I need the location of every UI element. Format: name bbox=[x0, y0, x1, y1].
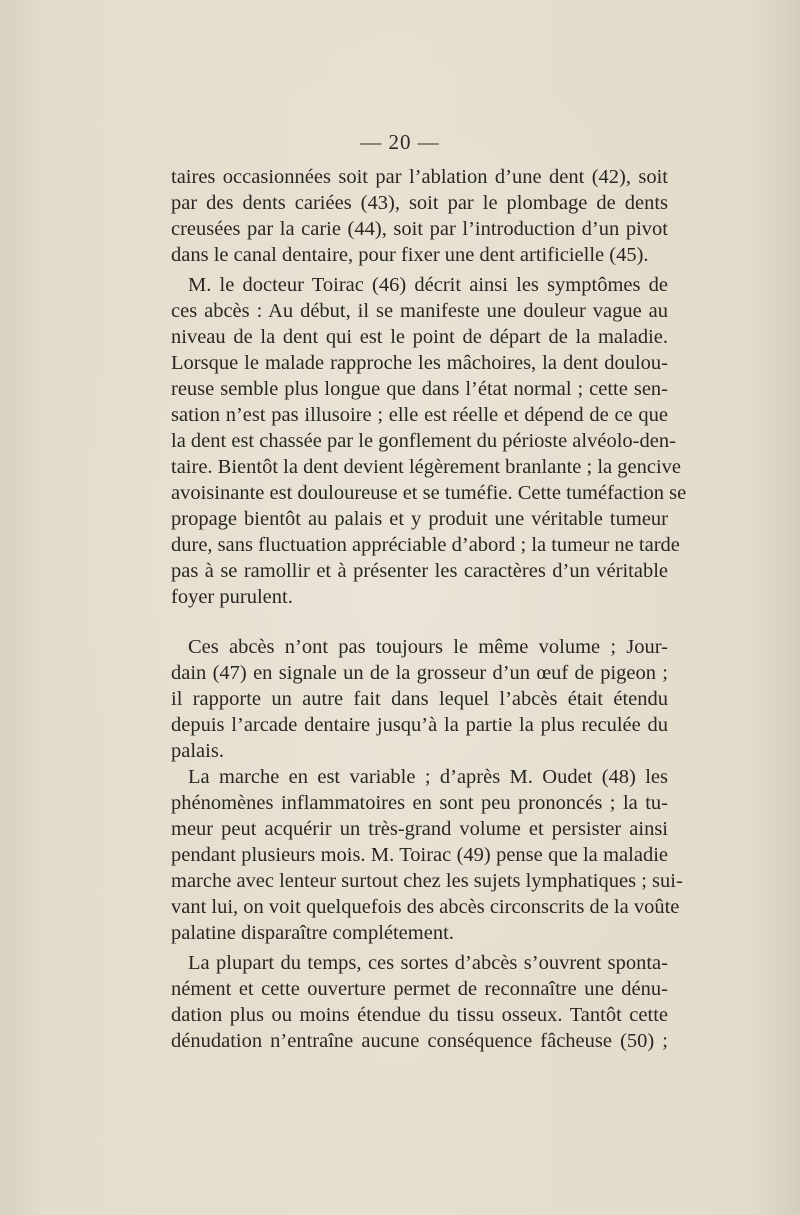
text-line: phénomènes inflammatoires en sont peu prononcés ; la tu- bbox=[171, 792, 668, 814]
text-line: par des dents cariées (43), soit par le plombage de dents bbox=[171, 192, 668, 214]
paragraph-4 bbox=[171, 764, 683, 946]
text-line: ces abcès : Au début, il se manifeste une douleur vague au bbox=[171, 300, 668, 322]
page-number: — 20 — bbox=[360, 130, 440, 154]
text-line: propage bientôt au palais et y produit une véritable tumeur bbox=[171, 508, 668, 530]
text-line: reuse semble plus longue que dans l’état normal ; cette sen- bbox=[171, 378, 668, 400]
text-line: La plupart du temps, ces sortes d’abcès s’ouvrent sponta- bbox=[188, 952, 668, 974]
text-line: nément et cette ouverture permet de reconnaître une dénu- bbox=[171, 978, 668, 1000]
text-line: il rapporte un autre fait dans lequel l’abcès était étendu bbox=[171, 688, 668, 710]
text-line: pendant plusieurs mois. M. Toirac (49) pense que la maladie bbox=[171, 844, 668, 866]
text-line: depuis l’arcade dentaire jusqu’à la partie la plus reculée du bbox=[171, 714, 668, 736]
text-line: dain (47) en signale un de la grosseur d’un œuf de pigeon ; bbox=[171, 662, 668, 684]
text-line: dure, sans fluctuation appréciable d’abord ; la tumeur ne tarde bbox=[171, 534, 680, 556]
paragraph-2 bbox=[171, 272, 687, 610]
text-line: meur peut acquérir un très-grand volume et persister ainsi bbox=[171, 818, 668, 840]
text-line: niveau de la dent qui est le point de départ de la maladie. bbox=[171, 326, 668, 348]
text-line: Lorsque le malade rapproche les mâchoires, la dent doulou- bbox=[171, 352, 668, 374]
paragraph-5 bbox=[171, 950, 668, 1054]
text-line: La marche en est variable ; d’après M. Oudet (48) les bbox=[188, 766, 668, 788]
text-line: creusées par la carie (44), soit par l’introduction d’un pivot bbox=[171, 218, 668, 240]
text-line: avoisinante est douloureuse et se tuméfie. Cette tuméfaction se bbox=[171, 482, 687, 504]
text-line: palais. bbox=[171, 740, 224, 762]
paragraph-3 bbox=[171, 634, 668, 764]
text-line: palatine disparaître complétement. bbox=[171, 922, 454, 944]
text-line: dation plus ou moins étendue du tissu osseux. Tantôt cette bbox=[171, 1004, 668, 1026]
text-line: pas à se ramollir et à présenter les caractères d’un véritable bbox=[171, 560, 668, 582]
paragraph-1 bbox=[171, 164, 668, 268]
text-line: foyer purulent. bbox=[171, 586, 293, 608]
text-line: taire. Bientôt la dent devient légèrement branlante ; la gencive bbox=[171, 456, 682, 478]
body-text bbox=[171, 164, 687, 1054]
text-line: vant lui, on voit quelquefois des abcès circonscrits de la voûte bbox=[171, 896, 680, 918]
text-line: sation n’est pas illusoire ; elle est réelle et dépend de ce que bbox=[171, 404, 668, 426]
text-line: Ces abcès n’ont pas toujours le même volume ; Jour- bbox=[188, 636, 668, 658]
text-line: dans le canal dentaire, pour fixer une dent artificielle (45). bbox=[171, 244, 649, 266]
text-line: M. le docteur Toirac (46) décrit ainsi les symptômes de bbox=[188, 274, 668, 296]
text-line: taires occasionnées soit par l’ablation d’une dent (42), soit bbox=[171, 166, 668, 188]
text-line: la dent est chassée par le gonflement du périoste alvéolo-den- bbox=[171, 430, 676, 452]
text-line: dénudation n’entraîne aucune conséquence fâcheuse (50) ; bbox=[171, 1030, 668, 1052]
text-line: marche avec lenteur surtout chez les sujets lymphatiques ; sui- bbox=[171, 870, 683, 892]
